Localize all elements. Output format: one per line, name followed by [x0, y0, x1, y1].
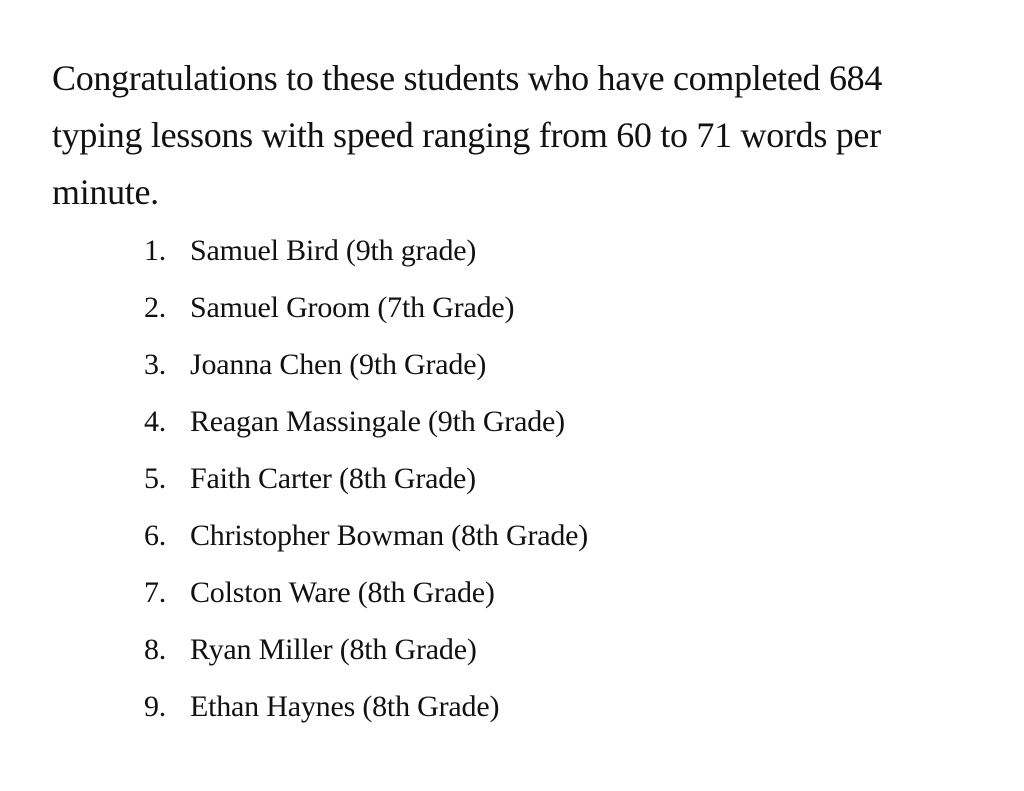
list-item: [144, 621, 588, 678]
student-name: Colston Ware (8th Grade): [190, 576, 495, 609]
student-list: [144, 222, 588, 735]
list-item-number: 4.: [144, 405, 167, 438]
list-item-number: 7.: [144, 576, 167, 609]
list-item: [144, 564, 588, 621]
list-item: [144, 678, 588, 735]
list-item: [144, 222, 588, 279]
student-name: Ethan Haynes (8th Grade): [190, 690, 500, 723]
list-item: [144, 279, 588, 336]
list-item: [144, 507, 588, 564]
intro-paragraph: Congratulations to these students who have completed 684 typing lessons with speed ranging from 60 to 71 words per minute.: [52, 58, 883, 212]
student-name: Faith Carter (8th Grade): [190, 462, 476, 495]
student-name: Ryan Miller (8th Grade): [190, 633, 477, 666]
list-item-number: 1.: [144, 234, 167, 267]
list-item-number: 8.: [144, 633, 167, 666]
list-item-number: 3.: [144, 348, 167, 381]
list-item-number: 9.: [144, 690, 167, 723]
list-item-number: 6.: [144, 519, 167, 552]
list-item-number: 2.: [144, 291, 167, 324]
student-name: Joanna Chen (9th Grade): [190, 348, 487, 381]
student-name: Christopher Bowman (8th Grade): [190, 519, 589, 552]
student-name: Samuel Groom (7th Grade): [190, 291, 515, 324]
list-item: [144, 336, 588, 393]
student-name: Reagan Massingale (9th Grade): [190, 405, 565, 438]
list-item: [144, 393, 588, 450]
student-name: Samuel Bird (9th grade): [190, 234, 477, 267]
list-item: [144, 450, 588, 507]
list-item-number: 5.: [144, 462, 167, 495]
